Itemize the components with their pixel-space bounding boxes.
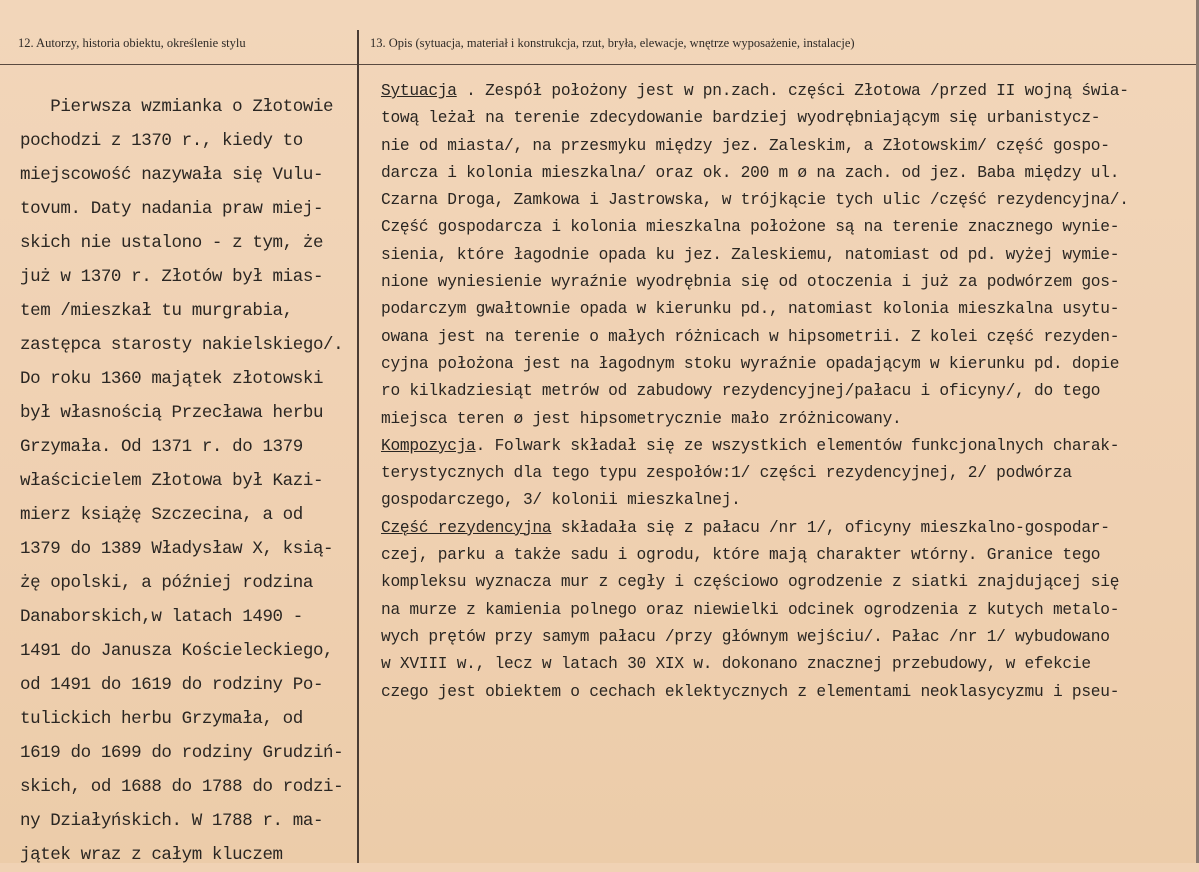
section-heading: Kompozycja (381, 436, 476, 455)
description-text-line (381, 269, 1193, 296)
history-column (20, 90, 350, 872)
line-text: cyjna położona jest na łagodnym stoku wyraźnie opadającym w kierunku pd. dopie (381, 354, 1120, 373)
history-text-line: od 1491 do 1619 do rodziny Po- (20, 675, 324, 695)
line-text: czego jest obiektem o cechach eklektycznych z elementami neoklasycyzmu i pseu- (381, 682, 1120, 701)
history-text-line: skich nie ustalono - z tym, że (20, 233, 324, 253)
history-text-line: 1379 do 1389 Władysław X, ksią- (20, 539, 334, 559)
section-heading: Sytuacja (381, 82, 457, 100)
line-text: . Zespół położony jest w pn.zach. części Złotowa /przed II wojną świa- (456, 82, 1129, 100)
history-text-line: miejscowość nazywała się Vulu- (20, 165, 324, 185)
description-column (381, 78, 1193, 706)
history-text-line: żę opolski, a później rodzina (20, 573, 313, 593)
description-text-line (381, 351, 1193, 378)
section-12-header: 12. Autorzy, historia obiektu, określenie stylu (18, 36, 246, 50)
line-text: podarczym gwałtownie opada w kierunku pd., natomiast kolonia mieszkalna usytu- (381, 300, 1120, 319)
history-text-line: tulickich herbu Grzymała, od (20, 709, 303, 729)
history-text-line: był własnością Przecława herbu (20, 403, 324, 423)
history-text-line: tovum. Daty nadania praw miej- (20, 199, 324, 219)
history-text-line: 1491 do Janusza Kościeleckiego, (20, 641, 334, 661)
line-text: nione wyniesienie wyraźnie wyodrębnia się od otoczenia i już za podwórzem gos- (381, 273, 1120, 292)
line-text: wych prętów przy samym pałacu /przy głównym wejściu/. Pałac /nr 1/ wybudowano (381, 627, 1110, 646)
history-text-line: mierz książę Szczecina, a od (20, 505, 303, 525)
history-text-line: Danaborskich,w latach 1490 - (20, 607, 303, 627)
line-text: Część gospodarcza i kolonia mieszkalna położone są na terenie znacznego wynie- (381, 218, 1120, 237)
column-divider (357, 30, 359, 863)
history-text-line: jątek wraz z całym kluczem (20, 845, 283, 865)
history-text-line: właścicielem Złotowa był Kazi- (20, 471, 324, 491)
line-text: nie od miasta/, na przesmyku między jez. Zaleskim, a Złotowskim/ część gospo- (381, 136, 1110, 155)
history-text-line: tem /mieszkał tu murgrabia, (20, 301, 293, 321)
description-text-line (381, 242, 1193, 269)
line-text: w XVIII w., lecz w latach 30 XIX w. dokonano znacznej przebudowy, w efekcie (381, 655, 1091, 674)
history-text-line: Pierwsza wzmianka o Złotowie (20, 97, 334, 117)
description-text-line (381, 679, 1193, 706)
line-text: terystycznych dla tego typu zespołów:1/ części rezydencyjnej, 2/ podwórza (381, 464, 1072, 483)
line-text: ro kilkadziesiąt metrów od zabudowy rezydencyjnej/pałacu i oficyny/, do tego (381, 382, 1101, 401)
history-text-line: Do roku 1360 majątek złotowski (20, 369, 324, 389)
line-text: darcza i kolonia mieszkalna/ oraz ok. 200 m ø na zach. od jez. Baba między ul. (381, 163, 1120, 182)
description-text-line (381, 105, 1193, 132)
line-text: sienia, które łagodnie opada ku jez. Zaleskiemu, natomiast od pd. wyżej wymie- (381, 245, 1120, 264)
history-text-line: zastępca starosty nakielskiego/. (20, 335, 344, 355)
line-text: gospodarczego, 3/ kolonii mieszkalnej. (381, 491, 741, 510)
history-text-line: ny Działyńskich. W 1788 r. ma- (20, 811, 324, 831)
description-text-line (381, 624, 1193, 651)
description-text-line (381, 133, 1193, 160)
description-text-line (381, 651, 1193, 678)
line-text: owana jest na terenie o małych różnicach w hipsometrii. Z kolei część rezyden- (381, 327, 1120, 346)
description-text-line (381, 214, 1193, 241)
description-text-line (381, 406, 1193, 433)
description-text-line (381, 324, 1193, 351)
history-text-line: już w 1370 r. Złotów był mias- (20, 267, 324, 287)
section-heading: Część rezydencyjna (381, 518, 552, 537)
description-text-line (381, 160, 1193, 187)
line-text: Czarna Droga, Zamkowa i Jastrowska, w trójkącie tych ulic /część rezydencyjna/. (381, 191, 1129, 210)
history-text-line: 1619 do 1699 do rodziny Grudziń- (20, 743, 344, 763)
line-text: tową leżał na terenie zdecydowanie bardziej wyodrębniającym się urbanistycz- (381, 109, 1101, 128)
description-text-line (381, 187, 1193, 214)
line-text: na murze z kamienia polnego oraz niewielki odcinek ogrodzenia z kutych metalo- (381, 600, 1120, 619)
description-text-line (381, 296, 1193, 323)
description-text-line (381, 433, 1193, 460)
history-text-line: Grzymała. Od 1371 r. do 1379 (20, 437, 303, 457)
line-text: składała się z pałacu /nr 1/, oficyny mieszkalno-gospodar- (551, 518, 1110, 537)
line-text: kompleksu wyznacza mur z cegły i częściowo ogrodzenie z siatki znajdującej się (381, 573, 1120, 592)
description-text-line (381, 569, 1193, 596)
description-text-line (381, 515, 1193, 542)
description-text-line (381, 78, 1193, 105)
description-text-line (381, 378, 1193, 405)
line-text: . Folwark składał się ze wszystkich elementów funkcjonalnych charak- (475, 436, 1120, 455)
description-text-line (381, 487, 1193, 514)
line-text: miejsca teren ø jest hipsometrycznie mało zróżnicowany. (381, 409, 902, 428)
description-text-line (381, 460, 1193, 487)
line-text: czej, parku a także sadu i ogrodu, które mają charakter wtórny. Granice tego (381, 546, 1101, 565)
section-13-header: 13. Opis (sytuacja, materiał i konstrukcja, rzut, bryła, elewacje, wnętrze wyposażenie, instalacje) (370, 36, 855, 50)
history-text-line: pochodzi z 1370 r., kiedy to (20, 131, 303, 151)
description-text-line (381, 597, 1193, 624)
description-text-line (381, 542, 1193, 569)
header-divider (0, 64, 1199, 65)
history-text-line: skich, od 1688 do 1788 do rodzi- (20, 777, 344, 797)
